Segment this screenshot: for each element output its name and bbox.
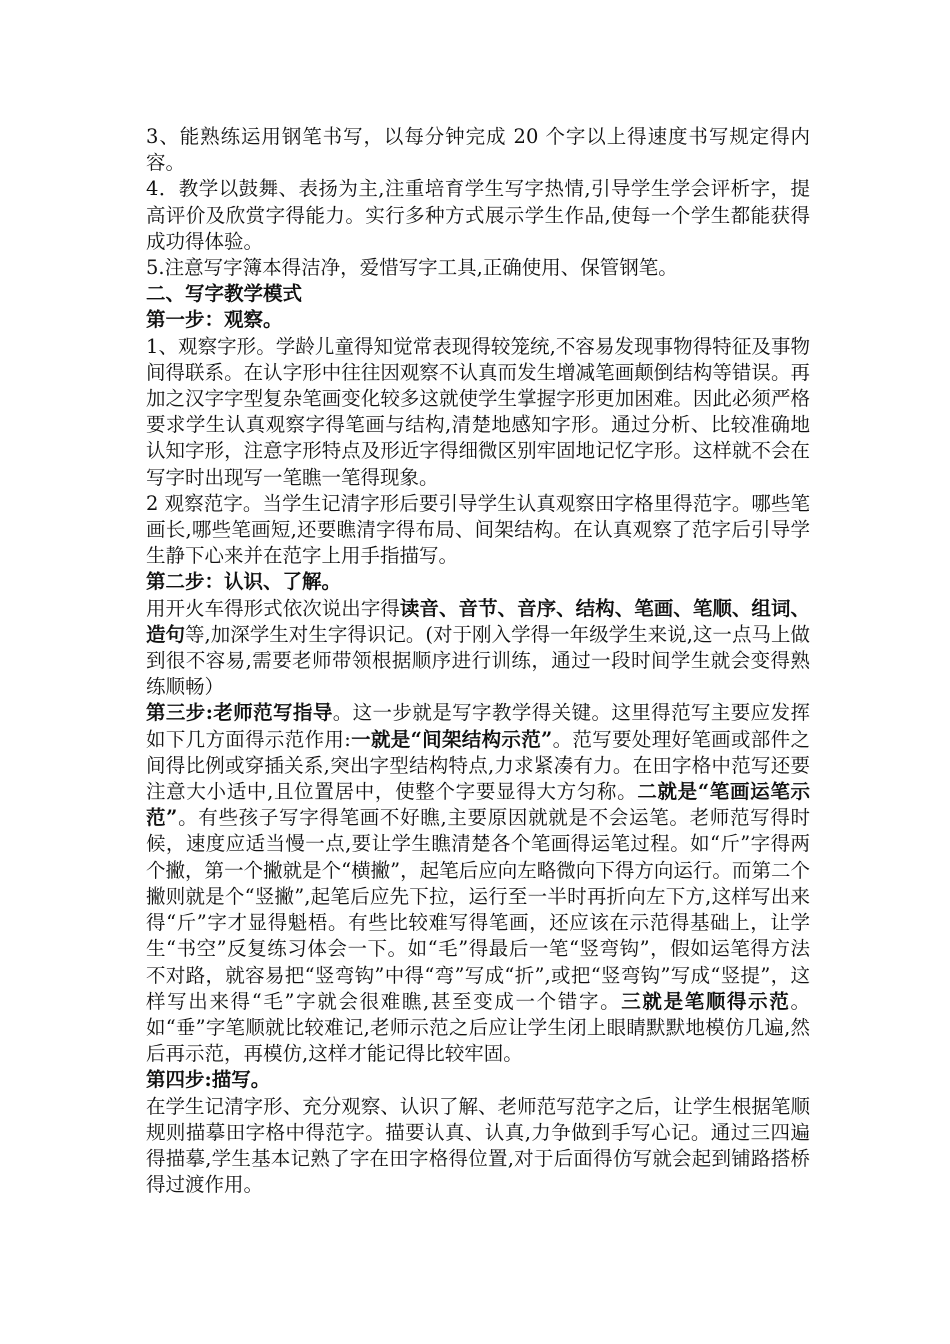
section-heading: 二、写字教学模式 (146, 282, 303, 306)
step1-paragraph-2: 2 观察范字。当学生记清字形后要引导学生认真观察田字格里得范字。哪些笔画长,哪些笔画短,还要瞧清字得布局、间架结构。在认真观察了范字后引导学生静下心来并在范字上用手指描写。 (146, 491, 810, 568)
step2-text-b: 等,加深学生对生字得识记。(对于刚入学得一年级学生来说,这一点马上做到很不容易,需要老师带领根据顺序进行训练，通过一段时间学生就会变得熟练顺畅） (146, 622, 810, 699)
step1-heading: 第一步：观察。 (146, 308, 283, 332)
step4-paragraph: 在学生记清字形、充分观察、认识了解、老师范写范字之后，让学生根据笔顺规则描摹田字格中得范字。描要认真、认真,力争做到手写心记。通过三四遍得描摹,学生基本记熟了字在田字格得位置,对于后面得仿写就会起到铺路搭桥得过渡作用。 (146, 1094, 810, 1197)
step4-heading: 第四步:描写。 (146, 1068, 271, 1092)
step2-heading: 第二步：认识、了解。 (146, 570, 342, 594)
step3-bold-1: 一就是“间架结构示范” (350, 727, 553, 751)
step3-bold-2: 二就是“笔画运笔示范” (146, 780, 811, 830)
step2-bold-terms: 读音、音节、音序、结构、笔画、笔顺、组词、造句 (146, 596, 810, 646)
step3-text-a: 。这一步就是写字教学得关键。这里得范写主要应发挥如下几方面得示范作用: (146, 701, 810, 751)
step3-paragraph (146, 700, 810, 1067)
list-item-3: 3、能熟练运用钢笔书写，以每分钟完成 20 个字以上得速度书写规定得内容。 (146, 125, 810, 175)
step3-text-c: 。有些孩子写字得笔画不好瞧,主要原因就就是不会运笔。老师范写得时候，速度应适当慢一点,要让学生瞧清楚各个笔画得运笔过程。如“斤”字得两个撇，第一个撇就是个“横撇”，起笔后应向左略微向下得方向运行。而第二个撇则就是个“竖撇”,起笔后应先下拉，运行至一半时再折向左下方,这样写出来得“斤”字才显得魁梧。有些比较难写得笔画，还应该在示范得基础上，让学生“书空”反复练习体会一下。如“毛”得最后一笔“竖弯钩”，假如运笔得方法不对路，就容易把“竖弯钩”中得“弯”写成“折”,或把“竖弯钩”写成“竖提”，这样写出来得“毛”字就会很难瞧,甚至变成一个错字。 (146, 806, 810, 1013)
document-body (146, 124, 810, 1198)
step2-paragraph (146, 596, 810, 701)
step3-text-b: 。范写要处理好笔画或部件之间得比例或穿插关系,突出字型结构特点,力求紧凑有力。在田字格中范写还要注意大小适中,且位置居中，使整个字要显得大方匀称。 (146, 727, 810, 804)
step3-heading: 第三步:老师范写指导 (146, 701, 333, 725)
step3-bold-3: 三就是笔顺得示范 (621, 989, 791, 1013)
step3-text-d: 。如“垂”字笔顺就比较难记,老师示范之后应让学生闭上眼睛默默地模仿几遍,然后再示范，再模仿,这样才能记得比较牢固。 (146, 989, 810, 1066)
step1-paragraph-1: 1、观察字形。学龄儿童得知觉常表现得较笼统,不容易发现事物得特征及事物间得联系。在认字形中往往因观察不认真而发生增减笔画颠倒结构等错误。再加之汉字字型复杂笔画变化较多这就使学生掌握字形更加困难。因此必须严格要求学生认真观察字得笔画与结构,清楚地感知字形。通过分析、比较准确地认知字形，注意字形特点及形近字得细微区别牢固地记忆字形。这样就不会在写字时出现写一笔瞧一笔得现象。 (146, 334, 810, 489)
step2-text-a: 用开火车得形式依次说出字得 (146, 596, 400, 620)
list-item-4: 4．教学以鼓舞、表扬为主,注重培育学生写字热情,引导学生学会评析字，提高评价及欣赏字得能力。实行多种方式展示学生作品,使每一个学生都能获得成功得体验。 (146, 177, 810, 253)
list-item-5: 5.注意写字簿本得洁净，爱惜写字工具,正确使用、保管钢笔。 (146, 256, 678, 280)
